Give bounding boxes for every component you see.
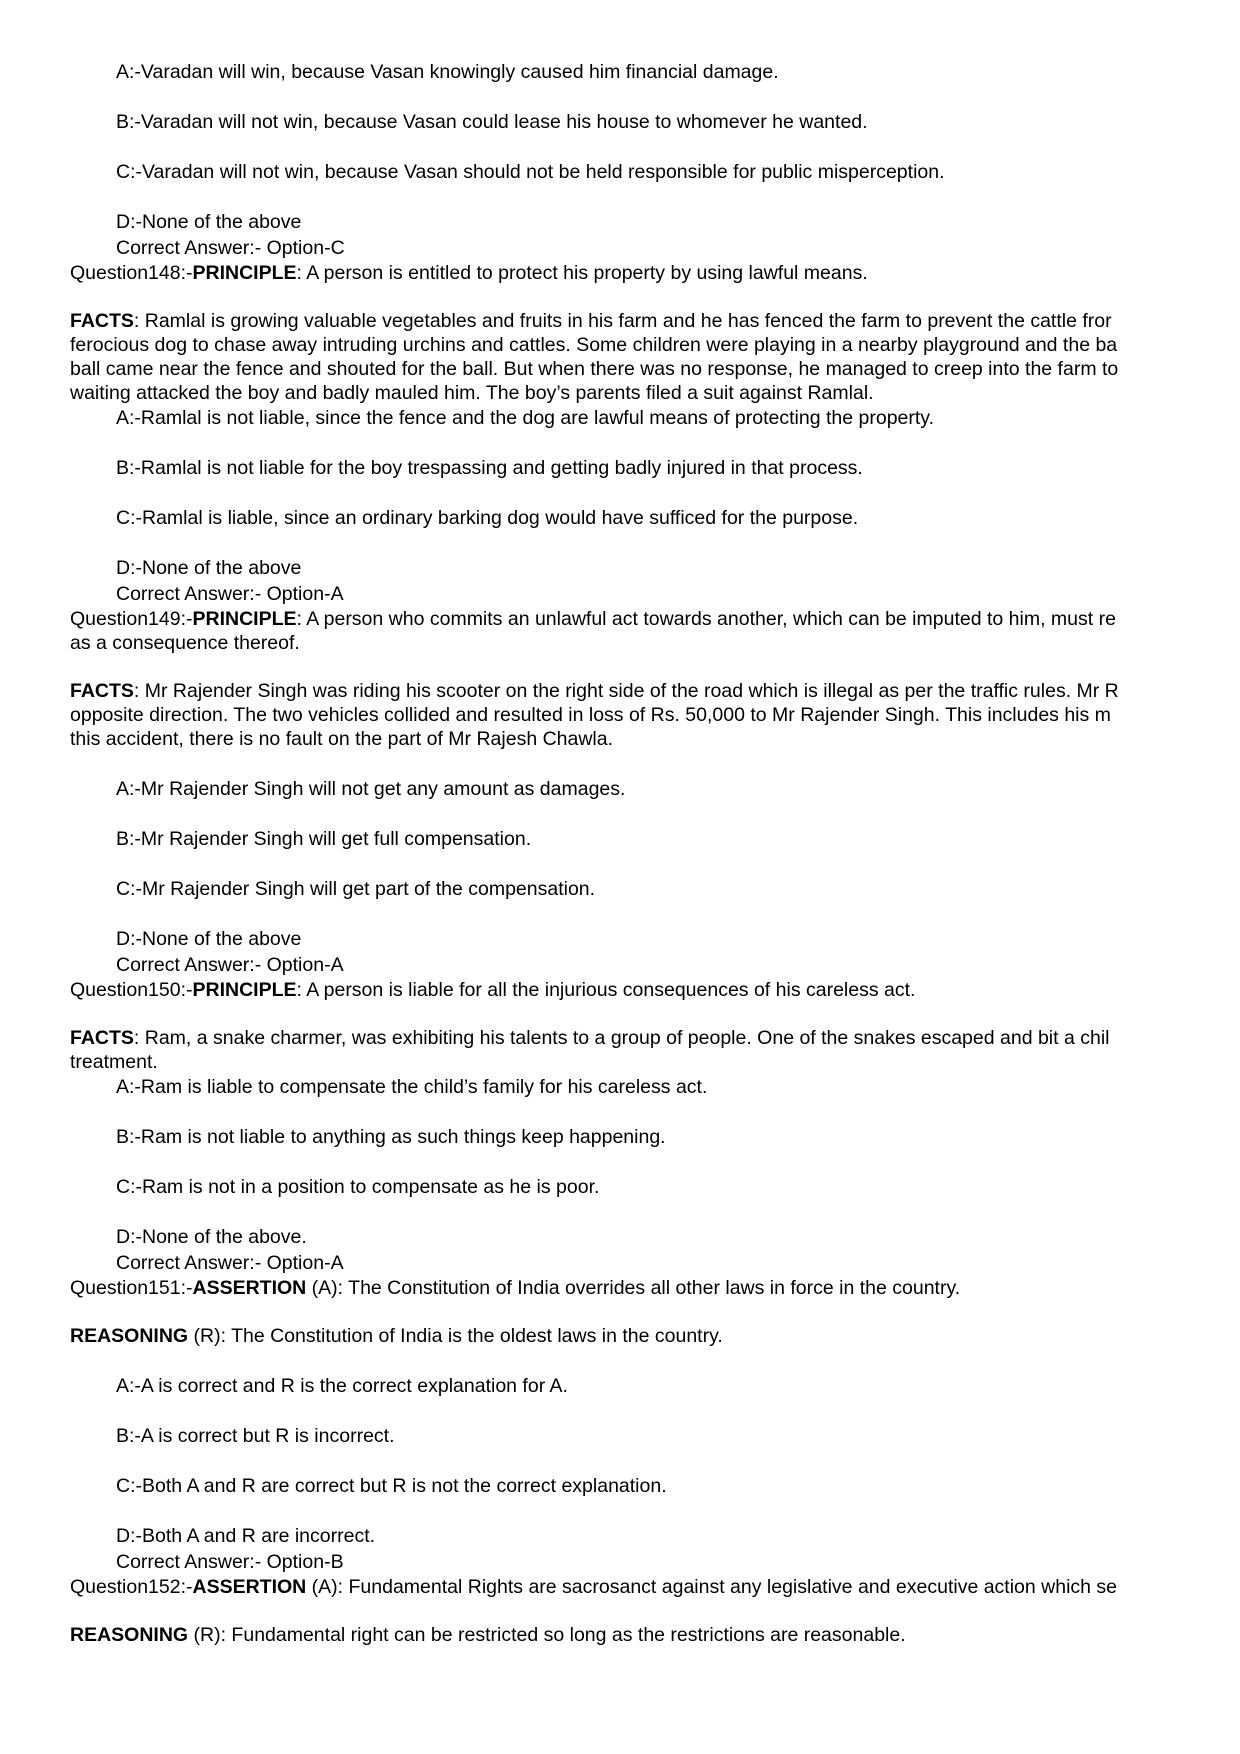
q151-correct-answer: Correct Answer:- Option-B: [116, 1551, 344, 1573]
q150-principle-label: PRINCIPLE: [192, 979, 297, 1001]
q148-facts-line: [70, 309, 1112, 333]
q149-facts-label: FACTS: [70, 680, 134, 702]
q149-facts-line: opposite direction. The two vehicles collided and resulted in loss of Rs. 50,000 to Mr Rajender Singh. This includes his m: [70, 704, 1111, 726]
q148-option-d: D:-None of the above: [116, 557, 302, 579]
q148-number: Question148:-: [70, 262, 193, 284]
q151-option-a: A:-A is correct and R is the correct explanation for A.: [116, 1375, 568, 1397]
q147-option-a: A:-Varadan will win, because Vasan knowingly caused him financial damage.: [116, 61, 779, 83]
q148-facts-label: FACTS: [70, 310, 134, 332]
q151-assertion: [70, 1276, 960, 1300]
q147-correct-answer: Correct Answer:- Option-C: [116, 237, 345, 259]
q150-option-b: B:-Ram is not liable to anything as such things keep happening.: [116, 1126, 666, 1148]
q149-facts-line: this accident, there is no fault on the part of Mr Rajesh Chawla.: [70, 728, 614, 750]
q152-number: Question152:-: [70, 1576, 193, 1598]
q150-principle: [70, 978, 915, 1002]
q149-option-b: B:-Mr Rajender Singh will get full compensation.: [116, 828, 532, 850]
q149-correct-answer: Correct Answer:- Option-A: [116, 954, 344, 976]
q151-option-b: B:-A is correct but R is incorrect.: [116, 1425, 395, 1447]
q149-number: Question149:-: [70, 608, 193, 630]
q152-reasoning-text: (R): Fundamental right can be restricted so long as the restrictions are reasonable.: [188, 1624, 906, 1646]
q147-option-c: C:-Varadan will not win, because Vasan should not be held responsible for public misperception.: [116, 161, 945, 183]
q149-principle-text: : A person who commits an unlawful act towards another, which can be imputed to him, must re: [296, 608, 1116, 630]
q149-principle-label: PRINCIPLE: [192, 608, 297, 630]
q151-reasoning-label: REASONING: [70, 1325, 189, 1347]
q149-facts-line: [70, 679, 1119, 703]
q150-facts-label: FACTS: [70, 1027, 134, 1049]
q149-principle-line: as a consequence thereof.: [70, 632, 300, 654]
q148-principle: [70, 261, 868, 285]
q148-principle-label: PRINCIPLE: [192, 262, 297, 284]
q149-option-c: C:-Mr Rajender Singh will get part of the compensation.: [116, 878, 596, 900]
q150-number: Question150:-: [70, 979, 193, 1001]
q149-principle: [70, 607, 1116, 631]
page-content: [70, 0, 1194, 1754]
q148-correct-answer: Correct Answer:- Option-A: [116, 583, 344, 605]
q151-assertion-text: (A): The Constitution of India overrides all other laws in force in the country.: [306, 1277, 961, 1299]
q148-option-b: B:-Ramlal is not liable for the boy trespassing and getting badly injured in that process.: [116, 457, 863, 479]
q149-option-a: A:-Mr Rajender Singh will not get any amount as damages.: [116, 778, 626, 800]
q149-option-d: D:-None of the above: [116, 928, 302, 950]
q150-option-a: A:-Ram is liable to compensate the child’s family for his careless act.: [116, 1076, 708, 1098]
q151-option-c: C:-Both A and R are correct but R is not the correct explanation.: [116, 1475, 667, 1497]
q150-option-c: C:-Ram is not in a position to compensate as he is poor.: [116, 1176, 600, 1198]
q148-principle-text: : A person is entitled to protect his property by using lawful means.: [296, 262, 868, 284]
q150-facts-line: treatment.: [70, 1051, 158, 1073]
q148-option-a: A:-Ramlal is not liable, since the fence and the dog are lawful means of protecting the property.: [116, 407, 935, 429]
q151-assertion-label: ASSERTION: [192, 1277, 307, 1299]
q147-option-b: B:-Varadan will not win, because Vasan could lease his house to whomever he wanted.: [116, 111, 868, 133]
q150-facts-line: [70, 1026, 1110, 1050]
q151-number: Question151:-: [70, 1277, 193, 1299]
q152-assertion-label: ASSERTION: [192, 1576, 307, 1598]
q150-correct-answer: Correct Answer:- Option-A: [116, 1252, 344, 1274]
q148-option-c: C:-Ramlal is liable, since an ordinary barking dog would have sufficed for the purpose.: [116, 507, 859, 529]
q152-reasoning: [70, 1623, 906, 1647]
q151-reasoning: [70, 1324, 723, 1348]
q149-facts-text: : Mr Rajender Singh was riding his scooter on the right side of the road which is illegal as per the traffic rules. Mr R: [133, 680, 1119, 702]
q150-facts-text: : Ram, a snake charmer, was exhibiting his talents to a group of people. One of the snakes escaped and bit a chil: [133, 1027, 1110, 1049]
q148-facts-line: ferocious dog to chase away intruding urchins and cattles. Some children were playing in a nearby playground and the ba: [70, 334, 1118, 356]
q152-assertion: [70, 1575, 1117, 1599]
q147-option-d: D:-None of the above: [116, 211, 302, 233]
q148-facts-line: ball came near the fence and shouted for the ball. But when there was no response, he managed to creep into the farm to: [70, 358, 1119, 380]
q151-option-d: D:-Both A and R are incorrect.: [116, 1525, 376, 1547]
q152-reasoning-label: REASONING: [70, 1624, 189, 1646]
q150-option-d: D:-None of the above.: [116, 1226, 307, 1248]
q148-facts-text: : Ramlal is growing valuable vegetables and fruits in his farm and he has fenced the farm to prevent the cattle fror: [133, 310, 1112, 332]
q152-assertion-text: (A): Fundamental Rights are sacrosanct against any legislative and executive action which se: [306, 1576, 1118, 1598]
q150-principle-text: : A person is liable for all the injurious consequences of his careless act.: [296, 979, 916, 1001]
q151-reasoning-text: (R): The Constitution of India is the oldest laws in the country.: [188, 1325, 723, 1347]
q148-facts-line: waiting attacked the boy and badly mauled him. The boy’s parents filed a suit against Ramlal.: [70, 382, 874, 404]
